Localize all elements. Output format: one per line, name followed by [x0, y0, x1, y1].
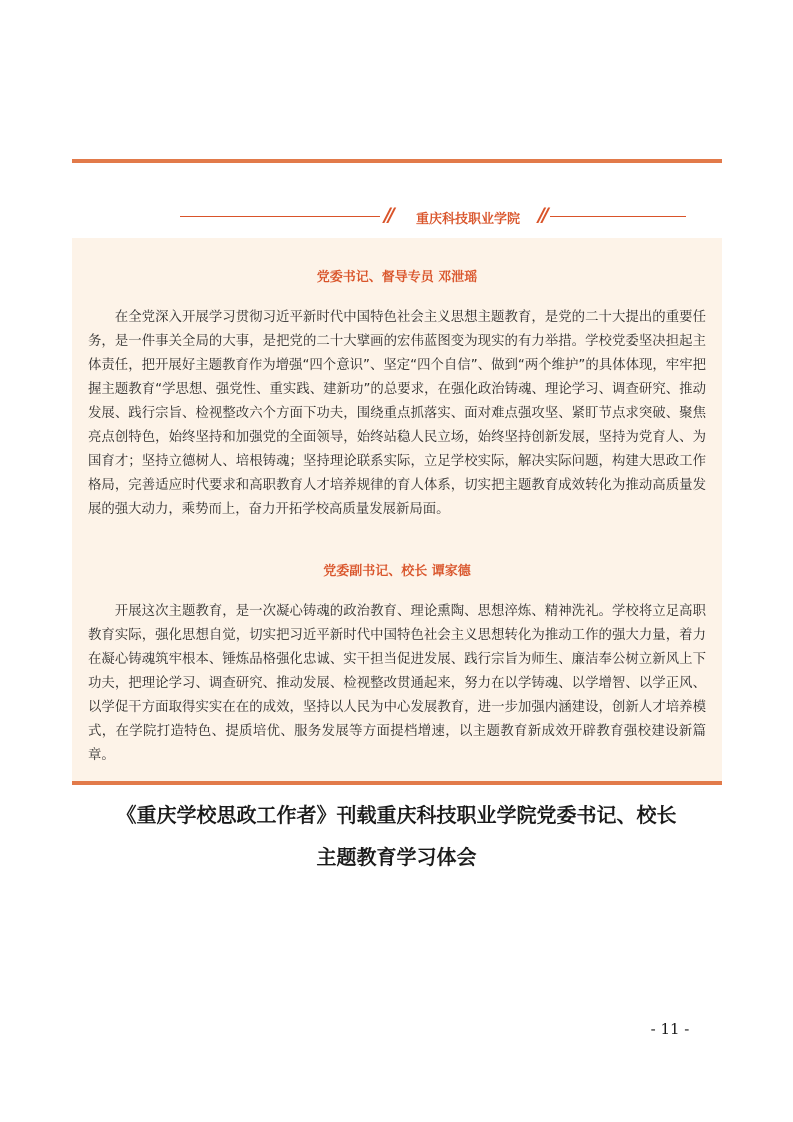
slash-icon: // — [384, 204, 392, 226]
slash-icon: // — [538, 204, 546, 226]
header-line-right — [550, 216, 686, 217]
section-body-president: 开展这次主题教育，是一次凝心铸魂的政治教育、理论熏陶、思想淬炼、精神洗礼。学校将立足高职教育实际，强化思想自觉，切实把习近平新时代中国特色社会主义思想转化为推动工作的强大力量，着力在凝心铸魂筑牢根本、锤炼品格强化忠诚、实干担当促进发展、践行宗旨为师生、廉洁奉公树立新风上下功夫，把理论学习、调查研究、推动发展、检视整改贯通起来，努力在以学铸魂、以学增智、以学正风、以学促干方面取得实实在在的成效，坚持以人民为中心发展教育，进一步加强内涵建设，创新人才培养模式，在学院打造特色、提质培优、服务发展等方面提档增速，以主题教育新成效开辟教育强校建设新篇章。 — [88, 604, 706, 763]
caption-line-1: 《重庆学校思政工作者》刊载重庆科技职业学院党委书记、校长 — [116, 803, 677, 827]
caption-line-2: 主题教育学习体会 — [316, 845, 477, 869]
section-title-president: 党委副书记、校长 谭家德 — [323, 564, 471, 579]
section-body-secretary: 在全党深入开展学习贯彻习近平新时代中国特色社会主义思想主题教育，是党的二十大提出的重要任务，是一件事关全局的大事，是把党的二十大擘画的宏伟蓝图变为现实的有力举措。学校党委坚决担起主体责任，把开展好主题教育作为增强“四个意识”、坚定“四个自信”、做到“两个维护”的具体体现，牢牢把握主题教育“学思想、强党性、重实践、建新功”的总要求，在强化政治铸魂、理论学习、调查研究、推动发展、践行宗旨、检视整改六个方面下功夫，围绕重点抓落实、面对难点强攻坚、紧盯节点求突破、聚焦亮点创特色，始终坚持和加强党的全面领导，始终站稳人民立场，始终坚持创新发展，坚持为党育人、为国育才；坚持立德树人、培根铸魂；坚持理论联系实际，立足学校实际，解决实际问题，构建大思政工作格局，完善适应时代要求和高职教育人才培养规律的育人体系，切实把主题教育成效转化为推动高质量发展的强大动力，乘势而上，奋力开拓学校高质量发展新局面。 — [88, 310, 706, 517]
header-line-left — [180, 216, 380, 217]
section-title-secretary: 党委书记、督导专员 邓泄瑶 — [316, 270, 478, 285]
org-name: 重庆科技职业学院 — [415, 212, 520, 227]
statement-panel — [72, 238, 722, 782]
org-header — [72, 203, 722, 231]
page-number: - 11 - — [650, 1020, 690, 1038]
top-divider — [72, 159, 722, 163]
bottom-divider — [72, 781, 722, 785]
